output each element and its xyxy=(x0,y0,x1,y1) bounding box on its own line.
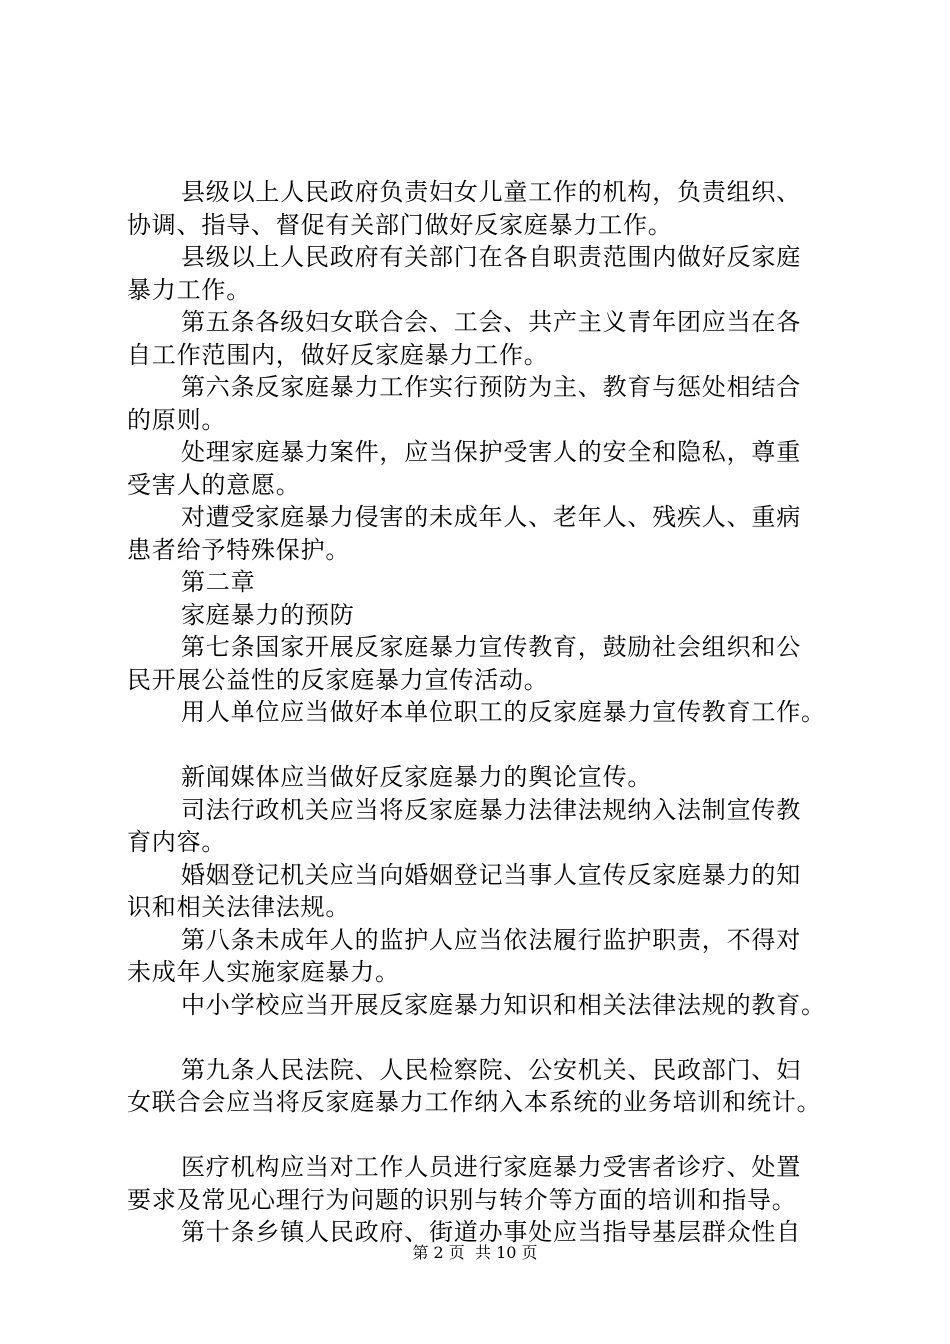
paragraph-line: 处理家庭暴力案件，应当保护受害人的安全和隐私，尊重 xyxy=(181,438,801,466)
document-body xyxy=(127,176,847,1249)
chapter-number: 第二章 xyxy=(181,568,256,596)
page-footer xyxy=(0,1242,950,1264)
paragraph-line: 识和相关法律法规。 xyxy=(127,893,351,921)
paragraph-line: 要求及常见心理行为问题的识别与转介等方面的培训和指导。 xyxy=(127,1185,797,1214)
blank-line xyxy=(127,1119,847,1152)
page-number: 第 2 页 xyxy=(412,1243,465,1262)
paragraph-line: 民开展公益性的反家庭暴力宣传活动。 xyxy=(127,665,549,694)
paragraph-line: 用人单位应当做好本单位职工的反家庭暴力宣传教育工作。 xyxy=(181,698,826,726)
paragraph-line: 第五条各级妇女联合会、工会、共产主义青年团应当在各 xyxy=(181,308,801,336)
paragraph-line: 新闻媒体应当做好反家庭暴力的舆论宣传。 xyxy=(181,763,653,791)
paragraph-line: 医疗机构应当对工作人员进行家庭暴力受害者诊疗、处置 xyxy=(181,1153,801,1181)
paragraph-line: 县级以上人民政府有关部门在各自职责范围内做好反家庭 xyxy=(181,243,801,271)
paragraph-line: 女联合会应当将反家庭暴力工作纳入本系统的业务培训和统计。 xyxy=(127,1088,822,1116)
paragraph-line: 对遭受家庭暴力侵害的未成年人、老年人、残疾人、重病 xyxy=(181,503,801,531)
paragraph-line: 患者给予特殊保护。 xyxy=(127,535,351,564)
paragraph-line: 育内容。 xyxy=(127,828,227,856)
blank-line xyxy=(127,729,847,762)
paragraph-line: 第六条反家庭暴力工作实行预防为主、教育与惩处相结合 xyxy=(181,373,801,401)
paragraph-line: 第十条乡镇人民政府、街道办事处应当指导基层群众性自 xyxy=(181,1218,801,1246)
paragraph-line: 中小学校应当开展反家庭暴力知识和相关法律法规的教育。 xyxy=(181,990,826,1019)
paragraph-line: 受害人的意愿。 xyxy=(127,470,301,499)
paragraph-line: 县级以上人民政府负责妇女儿童工作的机构，负责组织、 xyxy=(181,178,801,206)
paragraph-line: 第九条人民法院、人民检察院、公安机关、民政部门、妇 xyxy=(181,1055,801,1084)
chapter-title: 家庭暴力的预防 xyxy=(181,600,355,629)
paragraph-line: 第七条国家开展反家庭暴力宣传教育，鼓励社会组织和公 xyxy=(181,633,801,661)
paragraph-line: 第八条未成年人的监护人应当依法履行监护职责，不得对 xyxy=(181,925,801,954)
page-total: 共 10 页 xyxy=(474,1243,538,1262)
paragraph-line: 暴力工作。 xyxy=(127,275,251,304)
paragraph-line: 未成年人实施家庭暴力。 xyxy=(127,958,400,986)
paragraph-line: 的原则。 xyxy=(127,405,227,434)
paragraph-line: 协调、指导、督促有关部门做好反家庭暴力工作。 xyxy=(127,210,673,239)
blank-line xyxy=(127,1021,847,1054)
paragraph-line: 婚姻登记机关应当向婚姻登记当事人宣传反家庭暴力的知 xyxy=(181,860,801,889)
paragraph-line: 司法行政机关应当将反家庭暴力法律法规纳入法制宣传教 xyxy=(181,795,801,824)
paragraph-line: 自工作范围内，做好反家庭暴力工作。 xyxy=(127,340,549,369)
